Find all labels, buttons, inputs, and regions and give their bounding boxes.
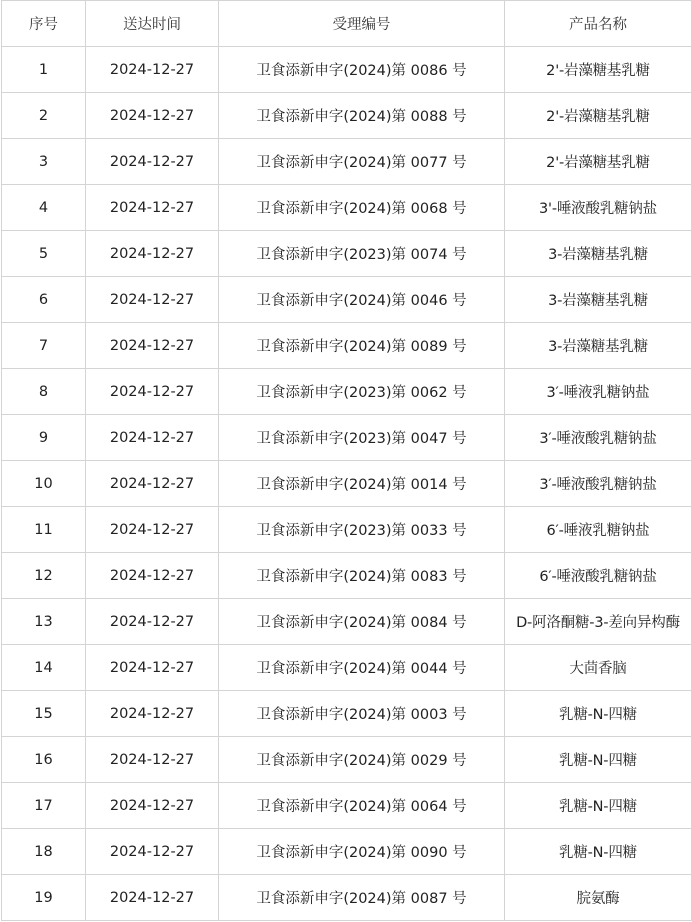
cell-delivery-date: 2024-12-27 bbox=[86, 553, 219, 599]
cell-product-name: 2'-岩藻糖基乳糖 bbox=[505, 93, 692, 139]
table-row bbox=[2, 599, 692, 645]
cell-delivery-date: 2024-12-27 bbox=[86, 47, 219, 93]
cell-product-name: 2'-岩藻糖基乳糖 bbox=[505, 47, 692, 93]
table-row bbox=[2, 369, 692, 415]
table-row bbox=[2, 231, 692, 277]
cell-acceptance-number: 卫食添新申字(2024)第 0064 号 bbox=[219, 783, 505, 829]
cell-acceptance-number: 卫食添新申字(2024)第 0044 号 bbox=[219, 645, 505, 691]
cell-acceptance-number: 卫食添新申字(2023)第 0074 号 bbox=[219, 231, 505, 277]
cell-acceptance-number: 卫食添新申字(2024)第 0088 号 bbox=[219, 93, 505, 139]
cell-delivery-date: 2024-12-27 bbox=[86, 875, 219, 921]
cell-product-name: 3′-唾液酸乳糖钠盐 bbox=[505, 461, 692, 507]
cell-product-name: 3′-唾液乳糖钠盐 bbox=[505, 369, 692, 415]
cell-delivery-date: 2024-12-27 bbox=[86, 323, 219, 369]
cell-index: 16 bbox=[2, 737, 86, 783]
table-row bbox=[2, 645, 692, 691]
header-delivery-date: 送达时间 bbox=[86, 1, 219, 47]
cell-index: 7 bbox=[2, 323, 86, 369]
table-row bbox=[2, 829, 692, 875]
cell-delivery-date: 2024-12-27 bbox=[86, 645, 219, 691]
cell-index: 19 bbox=[2, 875, 86, 921]
cell-delivery-date: 2024-12-27 bbox=[86, 737, 219, 783]
table-row bbox=[2, 737, 692, 783]
cell-index: 11 bbox=[2, 507, 86, 553]
cell-product-name: 乳糖-N-四糖 bbox=[505, 783, 692, 829]
cell-acceptance-number: 卫食添新申字(2024)第 0083 号 bbox=[219, 553, 505, 599]
approval-table bbox=[1, 0, 692, 921]
cell-product-name: 3-岩藻糖基乳糖 bbox=[505, 323, 692, 369]
cell-product-name: 脘氨酶 bbox=[505, 875, 692, 921]
table-row bbox=[2, 323, 692, 369]
cell-delivery-date: 2024-12-27 bbox=[86, 93, 219, 139]
cell-acceptance-number: 卫食添新申字(2024)第 0068 号 bbox=[219, 185, 505, 231]
header-index: 序号 bbox=[2, 1, 86, 47]
cell-index: 9 bbox=[2, 415, 86, 461]
table-row bbox=[2, 553, 692, 599]
cell-product-name: 乳糖-N-四糖 bbox=[505, 737, 692, 783]
table-row bbox=[2, 47, 692, 93]
cell-index: 15 bbox=[2, 691, 86, 737]
cell-product-name: 2'-岩藻糖基乳糖 bbox=[505, 139, 692, 185]
cell-delivery-date: 2024-12-27 bbox=[86, 507, 219, 553]
header-acceptance-number: 受理编号 bbox=[219, 1, 505, 47]
cell-acceptance-number: 卫食添新申字(2024)第 0029 号 bbox=[219, 737, 505, 783]
cell-index: 13 bbox=[2, 599, 86, 645]
cell-delivery-date: 2024-12-27 bbox=[86, 829, 219, 875]
cell-index: 10 bbox=[2, 461, 86, 507]
cell-product-name: 乳糖-N-四糖 bbox=[505, 829, 692, 875]
cell-acceptance-number: 卫食添新申字(2023)第 0047 号 bbox=[219, 415, 505, 461]
cell-delivery-date: 2024-12-27 bbox=[86, 231, 219, 277]
table-row bbox=[2, 93, 692, 139]
table-row bbox=[2, 415, 692, 461]
cell-index: 8 bbox=[2, 369, 86, 415]
cell-product-name: 6′-唾液乳糖钠盐 bbox=[505, 507, 692, 553]
cell-acceptance-number: 卫食添新申字(2024)第 0090 号 bbox=[219, 829, 505, 875]
table-row bbox=[2, 277, 692, 323]
cell-product-name: D-阿洛酮糖-3-差向异构酶 bbox=[505, 599, 692, 645]
cell-delivery-date: 2024-12-27 bbox=[86, 369, 219, 415]
table-header bbox=[2, 1, 692, 47]
cell-acceptance-number: 卫食添新申字(2023)第 0062 号 bbox=[219, 369, 505, 415]
cell-delivery-date: 2024-12-27 bbox=[86, 277, 219, 323]
cell-delivery-date: 2024-12-27 bbox=[86, 461, 219, 507]
cell-acceptance-number: 卫食添新申字(2024)第 0077 号 bbox=[219, 139, 505, 185]
cell-delivery-date: 2024-12-27 bbox=[86, 139, 219, 185]
cell-index: 3 bbox=[2, 139, 86, 185]
cell-product-name: 3′-唾液酸乳糖钠盐 bbox=[505, 415, 692, 461]
table-row bbox=[2, 461, 692, 507]
table-row bbox=[2, 691, 692, 737]
cell-product-name: 3-岩藻糖基乳糖 bbox=[505, 277, 692, 323]
cell-delivery-date: 2024-12-27 bbox=[86, 415, 219, 461]
table-row bbox=[2, 875, 692, 921]
cell-acceptance-number: 卫食添新申字(2024)第 0087 号 bbox=[219, 875, 505, 921]
cell-index: 1 bbox=[2, 47, 86, 93]
table-row bbox=[2, 507, 692, 553]
cell-product-name: 3'-唾液酸乳糖钠盐 bbox=[505, 185, 692, 231]
cell-product-name: 6′-唾液酸乳糖钠盐 bbox=[505, 553, 692, 599]
cell-index: 17 bbox=[2, 783, 86, 829]
cell-acceptance-number: 卫食添新申字(2024)第 0084 号 bbox=[219, 599, 505, 645]
cell-acceptance-number: 卫食添新申字(2023)第 0033 号 bbox=[219, 507, 505, 553]
cell-delivery-date: 2024-12-27 bbox=[86, 691, 219, 737]
cell-delivery-date: 2024-12-27 bbox=[86, 783, 219, 829]
cell-index: 14 bbox=[2, 645, 86, 691]
cell-index: 4 bbox=[2, 185, 86, 231]
table-row bbox=[2, 185, 692, 231]
cell-product-name: 3-岩藻糖基乳糖 bbox=[505, 231, 692, 277]
cell-index: 18 bbox=[2, 829, 86, 875]
cell-index: 2 bbox=[2, 93, 86, 139]
cell-index: 6 bbox=[2, 277, 86, 323]
cell-index: 5 bbox=[2, 231, 86, 277]
cell-product-name: 乳糖-N-四糖 bbox=[505, 691, 692, 737]
cell-acceptance-number: 卫食添新申字(2024)第 0089 号 bbox=[219, 323, 505, 369]
cell-index: 12 bbox=[2, 553, 86, 599]
cell-acceptance-number: 卫食添新申字(2024)第 0003 号 bbox=[219, 691, 505, 737]
header-product-name: 产品名称 bbox=[505, 1, 692, 47]
table-body bbox=[2, 47, 692, 921]
cell-acceptance-number: 卫食添新申字(2024)第 0086 号 bbox=[219, 47, 505, 93]
cell-acceptance-number: 卫食添新申字(2024)第 0046 号 bbox=[219, 277, 505, 323]
cell-delivery-date: 2024-12-27 bbox=[86, 185, 219, 231]
header-row bbox=[2, 1, 692, 47]
cell-acceptance-number: 卫食添新申字(2024)第 0014 号 bbox=[219, 461, 505, 507]
cell-delivery-date: 2024-12-27 bbox=[86, 599, 219, 645]
table-row bbox=[2, 139, 692, 185]
table-row bbox=[2, 783, 692, 829]
cell-product-name: 大茴香脑 bbox=[505, 645, 692, 691]
